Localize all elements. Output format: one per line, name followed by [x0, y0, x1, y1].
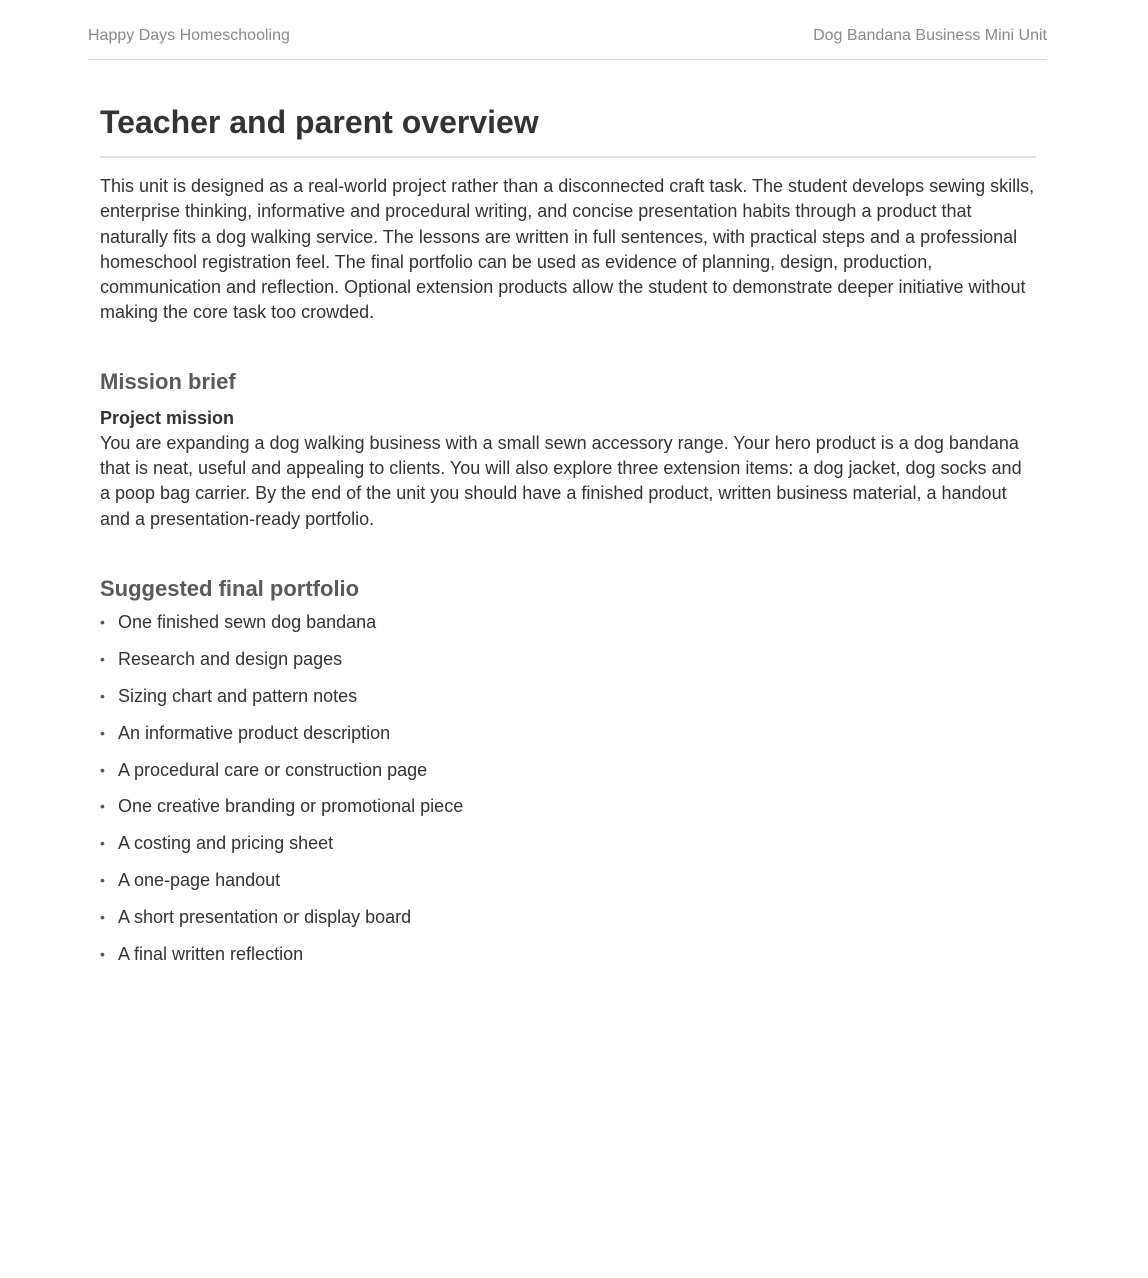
list-item-text: Sizing chart and pattern notes: [118, 685, 358, 706]
list-item-text: A final written reflection: [118, 943, 304, 964]
bullet-icon: •: [100, 724, 105, 741]
bullet-icon: •: [100, 909, 105, 926]
header-unit-title: Dog Bandana Business Mini Unit: [813, 27, 1047, 44]
list-item-text: One finished sewn dog bandana: [118, 611, 377, 632]
page-header: [88, 26, 1047, 60]
project-mission-subheading: Project mission: [100, 407, 235, 428]
list-item-text: A procedural care or construction page: [118, 759, 428, 780]
list-item: [100, 684, 1036, 709]
list-item-text: Research and design pages: [118, 648, 343, 669]
page-title: Teacher and parent overview: [100, 100, 1036, 158]
list-item: [100, 868, 1036, 893]
main-content: [100, 100, 1036, 979]
list-item: [100, 831, 1036, 856]
list-item: [100, 758, 1036, 783]
bullet-icon: •: [100, 835, 105, 852]
list-item-text: A short presentation or display board: [118, 907, 412, 928]
header-organization: Happy Days Homeschooling: [88, 27, 290, 44]
list-item: [100, 647, 1036, 672]
portfolio-heading: Suggested final portfolio: [100, 575, 360, 601]
list-item-text: A one-page handout: [118, 870, 281, 891]
mission-brief-heading: Mission brief: [100, 368, 236, 394]
bullet-icon: •: [100, 650, 105, 667]
list-item-text: An informative product description: [118, 722, 391, 743]
portfolio-list: [100, 610, 1036, 967]
list-item: [100, 721, 1036, 746]
mission-paragraph: You are expanding a dog walking business with a small sewn accessory range. Your hero product is a dog bandana that is neat, useful and appealing to clients. You will also explore three extension items: a dog jacket, dog socks and a poop bag carrier. By the end of the unit you should have a finished product, written business material, a handout and a presentation-ready portfolio.: [100, 432, 1022, 529]
bullet-icon: •: [100, 945, 105, 962]
list-item: [100, 905, 1036, 930]
bullet-icon: •: [100, 687, 105, 704]
list-item: [100, 610, 1036, 635]
bullet-icon: •: [100, 761, 105, 778]
list-item-text: One creative branding or promotional piece: [118, 796, 464, 817]
overview-paragraph: This unit is designed as a real-world project rather than a disconnected craft task. The student develops sewing skills, enterprise thinking, informative and procedural writing, and concise presentation habits through a product that naturally fits a dog walking service. The lessons are written in full sentences, with practical steps and a professional homeschool registration feel. The final portfolio can be used as evidence of planning, design, production, communication and reflection. Optional extension products allow the student to demonstrate deeper initiative without making the core task too crowded.: [100, 176, 1035, 323]
list-item: [100, 942, 1036, 967]
list-item: [100, 794, 1036, 819]
bullet-icon: •: [100, 613, 105, 630]
bullet-icon: •: [100, 872, 105, 889]
list-item-text: A costing and pricing sheet: [118, 833, 334, 854]
bullet-icon: •: [100, 798, 105, 815]
